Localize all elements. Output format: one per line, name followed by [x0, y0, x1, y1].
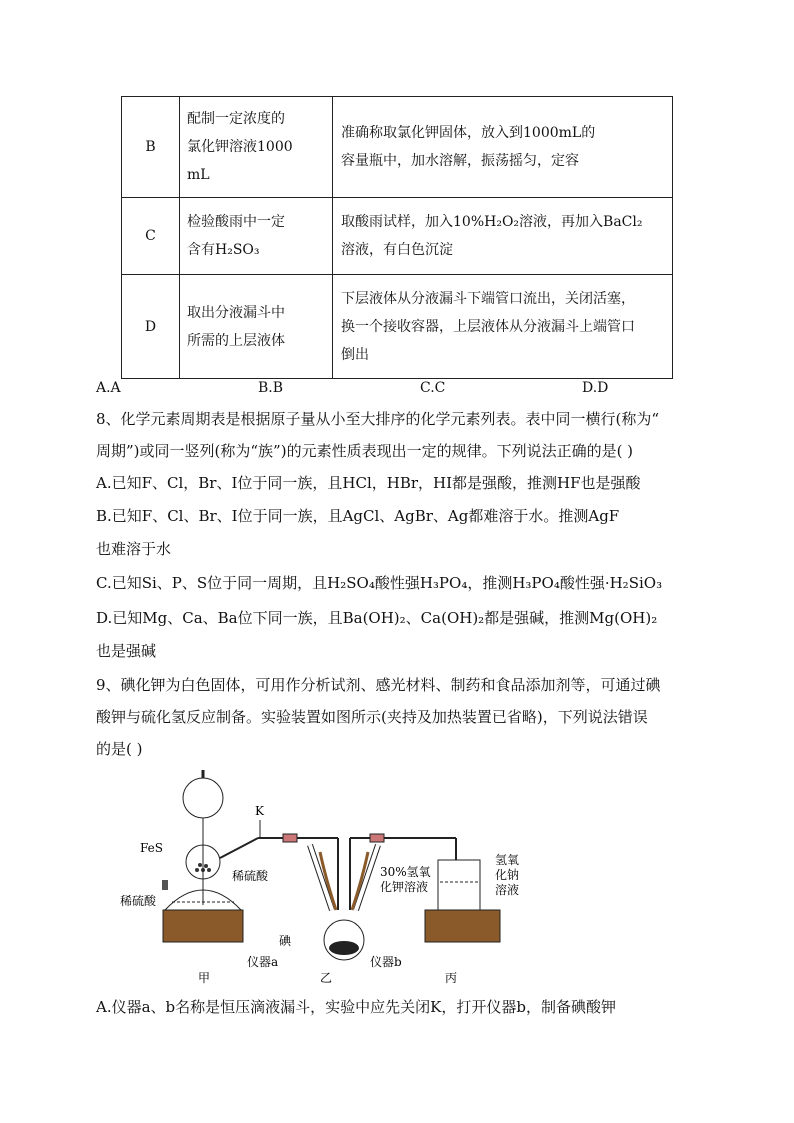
choice-a[interactable]: A.A [96, 380, 121, 396]
stand-base-right [425, 910, 500, 942]
row-label: C [122, 198, 180, 275]
label-yi: 乙 [320, 971, 333, 985]
q8-stem: 8、化学元素周期表是根据原子量从小至大排序的化学元素列表。表中同一横行(称为“ [96, 410, 660, 428]
q9-option-a[interactable]: A.仪器a、b名称是恒压滴液漏斗，实验中应先关闭K，打开仪器b，制备碘酸钾 [96, 998, 616, 1016]
label-koh: 化钾溶液 [380, 880, 429, 894]
q8-option-c[interactable]: C.已知Si、P、S位于同一周期，且H₂SO₄酸性强H₃PO₄，推测H₃PO₄酸性强·H₂SiO₃ [96, 574, 663, 592]
label-dilute-acid-left: 稀硫酸 [120, 894, 157, 908]
q9-stem: 酸钾与硫化氢反应制备。实验装置如图所示(夹持及加热装置已省略)，下列说法错误 [96, 708, 648, 726]
beaker [438, 860, 480, 910]
label-naoh: 化钠 [495, 868, 520, 882]
row-label: B [122, 97, 180, 198]
q8-option-a[interactable]: A.已知F、Cl，Br、I位于同一族，且HCl，HBr，HI都是强酸，推测HF也是强酸 [96, 474, 641, 492]
choice-d[interactable]: D.D [582, 380, 609, 396]
q8-option-d-cont: 也是强碱 [96, 642, 157, 660]
q8-option-d[interactable]: D.已知Mg、Ca、Ba位下同一族，且Ba(OH)₂、Ca(OH)₂都是强碱，推测Mg(OH)₂ [96, 609, 658, 627]
q8-stem: 周期”)或同一竖列(称为“族”)的元素性质表现出一定的规律。下列说法正确的是( ) [96, 442, 634, 460]
table-row [122, 97, 673, 198]
stand-base-left [163, 910, 243, 942]
label-jia: 甲 [198, 971, 211, 985]
label-k: K [255, 804, 264, 818]
label-naoh: 溶液 [495, 883, 520, 897]
row-operation: 准确称取氯化钾固体，放入到1000mL的 容量瓶中，加水溶解，振荡摇匀，定容 [333, 97, 673, 198]
row-purpose: 检验酸雨中一定 含有H₂SO₃ [180, 198, 333, 275]
options-table [121, 96, 673, 379]
label-koh: 30%氢氧 [380, 865, 431, 879]
row-purpose: 取出分液漏斗中 所需的上层液体 [180, 275, 333, 379]
label-dilute-acid-mid: 稀硫酸 [232, 869, 269, 883]
choice-c[interactable]: C.C [420, 380, 446, 396]
kipp-top-bulb [183, 778, 223, 818]
row-purpose: 配制一定浓度的 氯化钾溶液1000 mL [180, 97, 333, 198]
label-instrument-b: 仪器b [370, 955, 402, 969]
row-label: D [122, 275, 180, 379]
q8-option-b-cont: 也难溶于水 [96, 540, 172, 558]
q9-stem: 9、碘化钾为白色固体，可用作分析试剂、感光材料、制药和食品添加剂等，可通过碘 [96, 676, 661, 694]
row-operation: 取酸雨试样，加入10%H₂O₂溶液，再加入BaCl₂ 溶液，有白色沉淀 [333, 198, 673, 275]
q9-stem: 的是( ) [96, 740, 143, 758]
choice-b[interactable]: B.B [258, 380, 284, 396]
label-naoh: 氢氧 [495, 853, 520, 867]
label-iodine: 碘 [279, 934, 292, 948]
row-operation: 下层液体从分液漏斗下端管口流出，关闭活塞， 换一个接收容器，上层液体从分液漏斗上端管口 倒出 [333, 275, 673, 379]
label-bing: 丙 [445, 971, 458, 985]
label-fes: FeS [140, 841, 163, 855]
label-instrument-a: 仪器a [247, 955, 279, 969]
table-row [122, 275, 673, 379]
q8-option-b[interactable]: B.已知F、Cl、Br、I位于同一族，且AgCl、AgBr、Ag都难溶于水。推测AgF [96, 507, 620, 525]
table-row [122, 198, 673, 275]
apparatus-figure [120, 760, 640, 990]
